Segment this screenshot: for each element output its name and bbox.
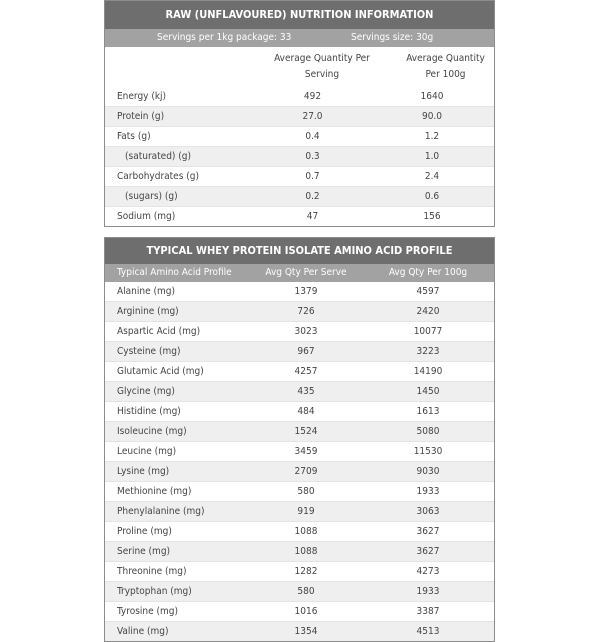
table-row [105,126,494,146]
amino-per-serve: 967 [297,346,315,357]
amino-label: Glycine (mg) [117,386,175,397]
amino-per-100g: 9030 [416,466,440,477]
amino-label: Valine (mg) [117,626,169,637]
nutrient-per-serving: 0.3 [305,151,320,162]
amino-label: Histidine (mg) [117,406,181,417]
table-row [105,521,494,541]
amino-per-100g: 10077 [413,326,443,337]
nutrition-column-headers [105,47,494,87]
amino-per-100g: 4513 [416,626,440,637]
nutrition-header-blank [105,47,255,87]
amino-per-serve: 435 [297,386,315,397]
nutrient-per-100g: 2.4 [424,171,440,182]
nutrient-label: Sodium (mg) [117,211,176,222]
table-row [105,401,494,421]
table-row [105,581,494,601]
nutrient-label: (saturated) (g) [125,151,192,162]
amino-label: Tyrosine (mg) [117,606,179,617]
nutrition-table [104,0,495,227]
nutrient-label: Carbohydrates (g) [117,171,199,182]
nutrient-per-serving: 0.4 [305,131,320,142]
amino-per-serve: 919 [297,506,315,517]
nutrient-per-serving: 27.0 [302,111,323,122]
amino-per-100g: 3223 [416,346,440,357]
amino-per-100g: 5080 [416,426,440,437]
table-gap [104,227,495,237]
amino-per-100g: 3627 [416,546,440,557]
amino-label: Leucine (mg) [117,446,177,457]
nutrient-per-100g: 156 [423,211,441,222]
amino-per-100g: 3387 [416,606,440,617]
amino-per-serve: 1016 [294,606,318,617]
table-row [105,321,494,341]
amino-per-serve: 1088 [294,546,318,557]
amino-per-serve: 3459 [294,446,318,457]
amino-label: Phenylalanine (mg) [117,506,205,517]
amino-per-serve: 3023 [294,326,318,337]
amino-label: Arginine (mg) [117,306,179,317]
table-row [105,361,494,381]
nutrition-rows [105,87,494,226]
amino-per-serve: 1282 [294,566,318,577]
table-row [105,87,494,106]
table-row [105,301,494,321]
nutrient-per-serving: 0.7 [305,171,320,182]
header-per-serving: Average Quantity Per Serving [274,53,370,80]
amino-per-serve: 1379 [294,286,318,297]
table-row [105,421,494,441]
table-row [105,282,494,301]
nutrient-per-serving: 492 [303,91,322,102]
amino-per-serve: 2709 [294,466,318,477]
nutrient-per-serving: 47 [306,211,319,222]
nutrient-label: (sugars) (g) [125,191,178,202]
amino-per-serve: 580 [297,486,315,497]
amino-per-100g: 4597 [416,286,440,297]
amino-per-100g: 1933 [416,486,440,497]
table-row [105,146,494,166]
table-row [105,106,494,126]
serving-size: Servings size: 30g [351,32,434,43]
nutrient-per-serving: 0.2 [305,191,320,202]
amino-label: Aspartic Acid (mg) [117,326,201,337]
nutrient-label: Protein (g) [117,111,165,122]
header-per-serve: Avg Qty Per Serve [265,267,347,278]
table-row [105,541,494,561]
amino-label: Tryptophan (mg) [117,586,192,597]
table-row [105,186,494,206]
amino-column-headers [105,264,494,282]
amino-per-100g: 1450 [416,386,440,397]
table-row [105,621,494,641]
nutrition-title: RAW (UNFLAVOURED) NUTRITION INFORMATION [105,1,494,29]
amino-per-100g: 3627 [416,526,440,537]
amino-label: Lysine (mg) [117,466,170,477]
amino-per-serve: 484 [297,406,315,417]
amino-per-serve: 1354 [294,626,318,637]
header-per-100g: Average Quantity Per 100g [406,53,485,80]
table-row [105,601,494,621]
nutrient-per-100g: 1.0 [424,151,440,162]
amino-per-serve: 726 [297,306,315,317]
header-profile: Typical Amino Acid Profile [117,267,232,278]
nutrient-per-100g: 90.0 [421,111,443,122]
servings-per-package: Servings per 1kg package: 33 [157,32,292,43]
amino-rows [105,282,494,641]
nutrition-panel [104,0,495,642]
amino-per-100g: 2420 [416,306,440,317]
amino-label: Cysteine (mg) [117,346,181,357]
header-per-100g: Avg Qty Per 100g [388,267,468,278]
table-row [105,341,494,361]
amino-label: Threonine (mg) [117,566,187,577]
amino-per-100g: 3063 [416,506,440,517]
amino-label: Proline (mg) [117,526,172,537]
table-row [105,381,494,401]
servings-bar [105,29,494,47]
amino-per-serve: 1524 [294,426,318,437]
amino-per-serve: 580 [297,586,315,597]
amino-label: Serine (mg) [117,546,171,557]
amino-label: Isoleucine (mg) [117,426,187,437]
table-row [105,206,494,226]
amino-table [104,237,495,642]
amino-per-100g: 1613 [416,406,440,417]
amino-per-100g: 1933 [416,586,440,597]
nutrient-label: Fats (g) [117,131,151,142]
amino-per-100g: 11530 [413,446,443,457]
amino-per-100g: 4273 [416,566,440,577]
amino-label: Glutamic Acid (mg) [117,366,204,377]
table-row [105,501,494,521]
amino-label: Alanine (mg) [117,286,175,297]
amino-per-serve: 1088 [294,526,318,537]
amino-per-100g: 14190 [413,366,443,377]
nutrient-per-100g: 1640 [420,91,444,102]
nutrient-per-100g: 0.6 [424,191,440,202]
amino-label: Methionine (mg) [117,486,192,497]
table-row [105,441,494,461]
table-row [105,481,494,501]
nutrient-label: Energy (kj) [117,91,167,102]
table-row [105,561,494,581]
nutrient-per-100g: 1.2 [424,131,440,142]
amino-per-serve: 4257 [294,366,318,377]
table-row [105,166,494,186]
amino-title: TYPICAL WHEY PROTEIN ISOLATE AMINO ACID PROFILE [105,238,494,264]
table-row [105,461,494,481]
